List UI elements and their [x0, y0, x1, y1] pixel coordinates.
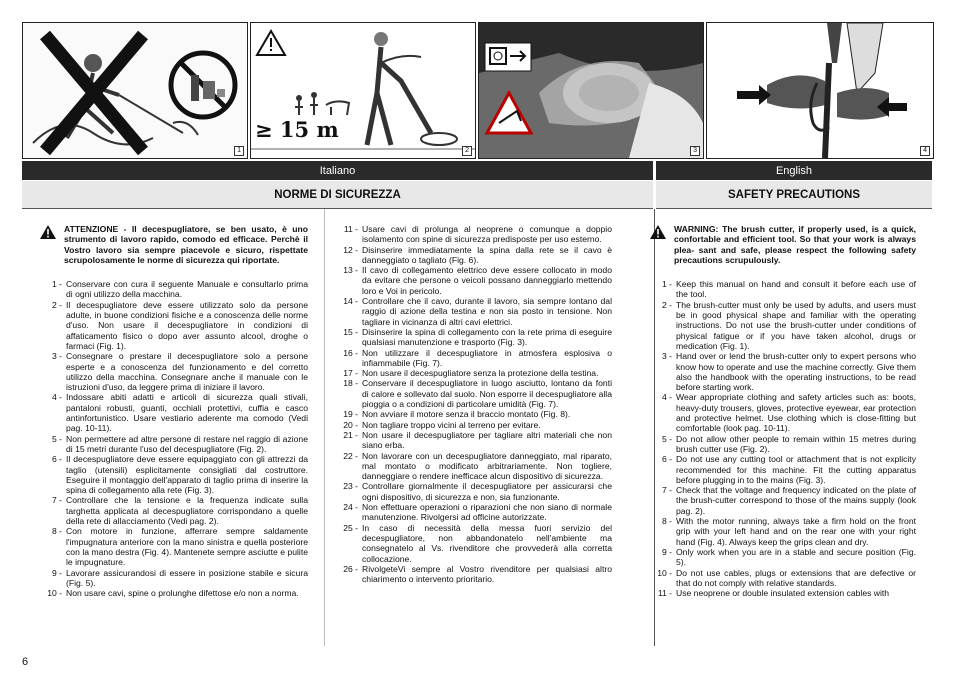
item-number: 6 -	[51, 454, 62, 465]
item-number: 9 -	[51, 567, 62, 578]
list-item	[336, 420, 612, 430]
item-text: Consegnare o prestare il decespugliatore solo a persone esperte e a conoscenza del funzionamento e del corretto utilizzo della macchina. Consegnare anche il manuale con le istruzioni d'uso, da leggere prima di iniziare il lavoro.	[66, 351, 308, 393]
item-text: Controllare che la tensione e la frequenza indicate sulla targhetta applicata al decespugliatore corrispondano a quelle della rete di allacciamento (Vedi pag. 2).	[66, 495, 308, 527]
language-bar-italian	[22, 161, 653, 180]
item-number: 16 -	[343, 347, 358, 358]
item-number: 20 -	[343, 419, 358, 430]
item-number: 24 -	[343, 502, 358, 513]
italian-column-2	[336, 224, 612, 584]
list-item	[650, 454, 916, 485]
item-number: 11 -	[343, 224, 358, 234]
list-item	[336, 296, 612, 327]
figure-number: 4	[920, 146, 930, 156]
list-item	[650, 516, 916, 547]
item-text: Con motore in funzione, afferrare sempre saldamente l'impugnatura anteriore con la mano sinistra e quella posteriore con la mano destra (Fig. 4). Mantenete sempre asciutte e pulite le impugnature.	[66, 526, 308, 568]
item-number: 25 -	[343, 522, 358, 533]
list-item	[40, 279, 308, 300]
list-item	[40, 434, 308, 455]
item-text: Do not allow other people to remain within 15 metres during brush cutter use (Fig. 2).	[676, 433, 916, 454]
item-number: 9 -	[661, 546, 672, 557]
item-text: Non effettuare operazioni o riparazioni che non siano di normale manutenzione. Rivolgersi ad officine autorizzate.	[362, 502, 612, 523]
list-item	[336, 564, 612, 585]
item-number: 8 -	[661, 516, 672, 527]
warning-icon	[650, 225, 666, 239]
item-number: 4 -	[661, 392, 672, 403]
warning-text: WARNING: The brush cutter, if properly used, is a quick, confortable and efficient tool. So that your work is always plea- sant and safe, please respect the following safety precautions scrupulously.	[674, 224, 916, 265]
item-text: Indossare abiti adatti e articoli di sicurezza quali stivali, pantaloni robusti, guanti, occhiali protettivi, cuffia e casco antinfortunistico. Usare vestiario aderente ma comodo (Vedi pag. 10-11).	[66, 392, 308, 434]
list-item	[650, 392, 916, 433]
list-item	[40, 454, 308, 495]
item-text: Il decespugliatore deve essere equipaggiato con gli attrezzi da taglio (utensili) esplicitamente consigliati dal costruttore. Eseguire il montaggio dell'apparato di taglio prima di inserire la spina di collegamento alla rete (Fig. 3).	[66, 454, 308, 496]
item-text: Only work when you are in a stable and secure position (Fig. 5).	[676, 546, 916, 568]
list-item	[40, 495, 308, 526]
figure-4	[706, 22, 934, 159]
figure-1	[22, 22, 248, 159]
item-number: 12 -	[343, 244, 358, 255]
item-number: 18 -	[343, 378, 358, 389]
list-item	[336, 348, 612, 369]
list-item	[336, 327, 612, 348]
italian-column-1	[40, 224, 308, 598]
list-item	[650, 485, 916, 516]
figure-2	[250, 22, 476, 159]
item-text: Use neoprene or double insulated extension cables with	[676, 588, 890, 599]
item-number: 8 -	[51, 526, 62, 537]
list-item	[40, 300, 308, 351]
list-item	[336, 502, 612, 523]
list-item	[40, 392, 308, 433]
section-title: NORME DI SICUREZZA	[274, 188, 401, 201]
item-number: 4 -	[51, 392, 62, 403]
list-item	[650, 351, 916, 392]
safety-list	[650, 279, 916, 598]
item-number: 3 -	[661, 351, 672, 362]
item-text: Non avviare il motore senza il braccio montato (Fig. 8).	[362, 409, 571, 420]
section-heading-italian	[22, 181, 653, 209]
item-number: 22 -	[343, 450, 358, 461]
safety-list	[40, 279, 308, 598]
item-text: Conservare il decespugliatore in luogo asciutto, lontano da fonti di calore e sollevato dal suolo. Non esporre il decespugliatore alla pioggia o a condizioni di particolare umidità (Fig. 7).	[362, 378, 612, 410]
list-item	[40, 526, 308, 567]
item-number: 23 -	[343, 481, 358, 492]
list-item	[40, 588, 308, 598]
two-hand-grip-illustration	[707, 23, 933, 158]
list-item	[650, 434, 916, 455]
item-number: 26 -	[343, 563, 358, 574]
section-heading-english	[656, 181, 932, 209]
list-item	[650, 300, 916, 351]
figure-number: 3	[690, 146, 700, 156]
item-number: 10 -	[657, 567, 672, 578]
item-number: 21 -	[343, 429, 358, 440]
item-number: 17 -	[343, 368, 358, 379]
item-number: 3 -	[51, 351, 62, 362]
item-text: Non usare il decespugliatore per tagliare altri materiali che non siano erba.	[362, 429, 612, 451]
item-number: 2 -	[661, 299, 672, 310]
page-number: 6	[22, 656, 29, 668]
item-text: Controllare giornalmente il decespugliatore per assicurarsi che ogni dispositivo, di sicurezza e non, sia funzionante.	[362, 481, 612, 502]
warning-icon	[40, 225, 56, 239]
item-number: 5 -	[51, 433, 62, 444]
list-item	[650, 547, 916, 568]
unplug-hands-illustration	[479, 23, 703, 158]
item-text: In caso di necessità della messa fuori servizio del decespugliatore, non abbandonatelo nell'ambiente ma consegnatelo al Vs. rivenditore che provvederà alla corretta collocazione.	[362, 522, 612, 564]
item-number: 7 -	[51, 495, 62, 506]
list-item	[336, 451, 612, 482]
item-text: Non tagliare troppo vicini al terreno per evitare.	[362, 419, 541, 430]
safety-list	[336, 224, 612, 584]
no-alcohol-illustration	[23, 23, 247, 158]
item-number: 15 -	[343, 326, 358, 337]
item-number: 10 -	[47, 588, 62, 599]
item-text: Hand over or lend the brush-cutter only to expert persons who know how to operate and use the machine correctly. Give them also the handbook with the operating instructions, to be read before starting work.	[676, 351, 916, 393]
warning-block	[650, 224, 916, 265]
list-item	[336, 481, 612, 502]
warning-text: ATTENZIONE - Il decespugliatore, se ben usato, è uno strumento di lavoro rapido, comodo ed efficace. Perchè il Vostro lavoro sia sempre piacevole e sicuro, rispettate scrupolosamente le norme di sicurezza qui riportate.	[64, 224, 308, 265]
list-item	[336, 265, 612, 296]
column-divider	[324, 209, 325, 646]
item-number: 11 -	[657, 588, 672, 599]
figure-number: 2	[462, 146, 472, 156]
item-text: Non permettere ad altre persone di restare nel raggio di azione di 15 metri durante l'uso del decespugliatore (Fig. 2).	[66, 433, 308, 454]
language-bar-english	[656, 161, 932, 180]
item-text: Usare cavi di prolunga al neoprene o comunque a doppio isolamento con spine di sicurezza predisposte per uso esterno.	[362, 224, 612, 245]
list-item	[336, 224, 612, 245]
list-item	[336, 523, 612, 564]
item-number: 2 -	[51, 299, 62, 310]
list-item	[650, 568, 916, 589]
list-item	[336, 245, 612, 266]
item-text: Controllare che il cavo, durante il lavoro, sia sempre lontano dal raggio di azione della testina e non sia posto in tensione. Non tagliare in vicinanza di altri cavi elettrici.	[362, 296, 612, 327]
item-text: Non usare cavi, spine o prolunghe difettose e/o non a norma.	[66, 588, 299, 599]
item-number: 6 -	[661, 454, 672, 465]
list-item	[40, 351, 308, 392]
distance-label: ≥ 15 m	[255, 117, 339, 142]
item-text: Non usare il decespugliatore senza la protezione della testina.	[362, 368, 599, 379]
item-number: 1 -	[51, 279, 62, 290]
item-text: Disinserire la spina di collegamento con la rete prima di eseguire qualsiasi manutenzione e trasporto (Fig. 3).	[362, 326, 612, 348]
item-text: Do not use cables, plugs or extensions that are defective or that do not comply with relative standards.	[676, 567, 916, 588]
item-number: 14 -	[343, 296, 358, 307]
list-item	[336, 409, 612, 419]
item-text: Non utilizzare il decespugliatore in atmosfera esplosiva o infiammabile (Fig. 7).	[362, 347, 612, 368]
list-item	[650, 279, 916, 300]
item-text: Lavorare assicurandosi di essere in posizione stabile e sicura (Fig. 5).	[66, 567, 308, 588]
item-text: Do not use any cutting tool or attachment that is not explicity recommended for this machine. Fit the cutting apparatus before plugging in to the mains (Fig. 3).	[676, 454, 916, 485]
item-number: 5 -	[661, 433, 672, 444]
item-text: Disinserire immediatamente la spina dalla rete se il cavo è danneggiato o tagliato (Fig. 6).	[362, 244, 612, 265]
english-column	[650, 224, 916, 598]
item-text: With the motor running, always take a firm hold on the front grip with your left hand and on the rear one with your right hand (Fig. 4). Always keep the grips clean and dry.	[676, 516, 916, 547]
item-text: Conservare con cura il seguente Manuale e consultarlo prima di ogni utilizzo della macchina.	[66, 279, 308, 300]
list-item	[40, 568, 308, 589]
figure-3	[478, 22, 704, 159]
item-text: RivolgeteVi sempre al Vostro rivenditore per qualsiasi altro chiarimento o intervento prioritario.	[362, 563, 612, 585]
item-number: 13 -	[343, 265, 358, 276]
item-text: Wear appropriate clothing and safety articles such as: boots, heavy-duty trousers, gloves, protective eyewear, ear protection and protective helmet. Use clothing which is close-fitting but comfortable (look pag. 10-11).	[676, 392, 916, 434]
language-label: English	[775, 164, 813, 177]
list-item	[336, 430, 612, 451]
section-title: SAFETY PRECAUTIONS	[727, 188, 861, 201]
item-number: 1 -	[661, 279, 672, 290]
item-text: Keep this manual on hand and consult it before each use of the tool.	[676, 279, 916, 300]
list-item	[650, 588, 916, 598]
item-text: Il cavo di collegamento elettrico deve essere collocato in modo da evitare che persone o veicoli possano danneggiarlo mettendo loro e Voi in pericolo.	[362, 265, 612, 296]
item-number: 19 -	[343, 409, 358, 420]
list-item	[336, 378, 612, 409]
item-text: Check that the voltage and frequency indicated on the plate of the brush-cutter correspond to those of the mains supply (look pag. 2).	[676, 485, 916, 516]
item-number: 7 -	[661, 485, 672, 496]
item-text: Il decespugliatore deve essere utilizzato solo da persone adulte, in buone condizioni fisiche e a conoscenza delle norme d'uso. Non usare il decespugliatore in condizioni di affaticamento fisico o dopo aver assunto alcool, droghe o farmaci (Fig. 1).	[66, 299, 308, 351]
list-item	[336, 368, 612, 378]
item-text: Non lavorare con un decespugliatore danneggiato, mal riparato, mal montato o modificato arbitrariamente. Non togliere, danneggiare o rendere inefficace alcun dispositivo di sicurezza.	[362, 450, 612, 482]
warning-block	[40, 224, 308, 265]
language-label: Italiano	[319, 164, 356, 177]
item-text: The brush-cutter must only be used by adults, and users must be in good physical shape and familiar with the operating instructions. Do not use the brush-cutter under conditions of physical fatigue or if you have taken alcohol, drugs or medication (Fig. 1).	[676, 299, 916, 351]
figure-number: 1	[234, 146, 244, 156]
